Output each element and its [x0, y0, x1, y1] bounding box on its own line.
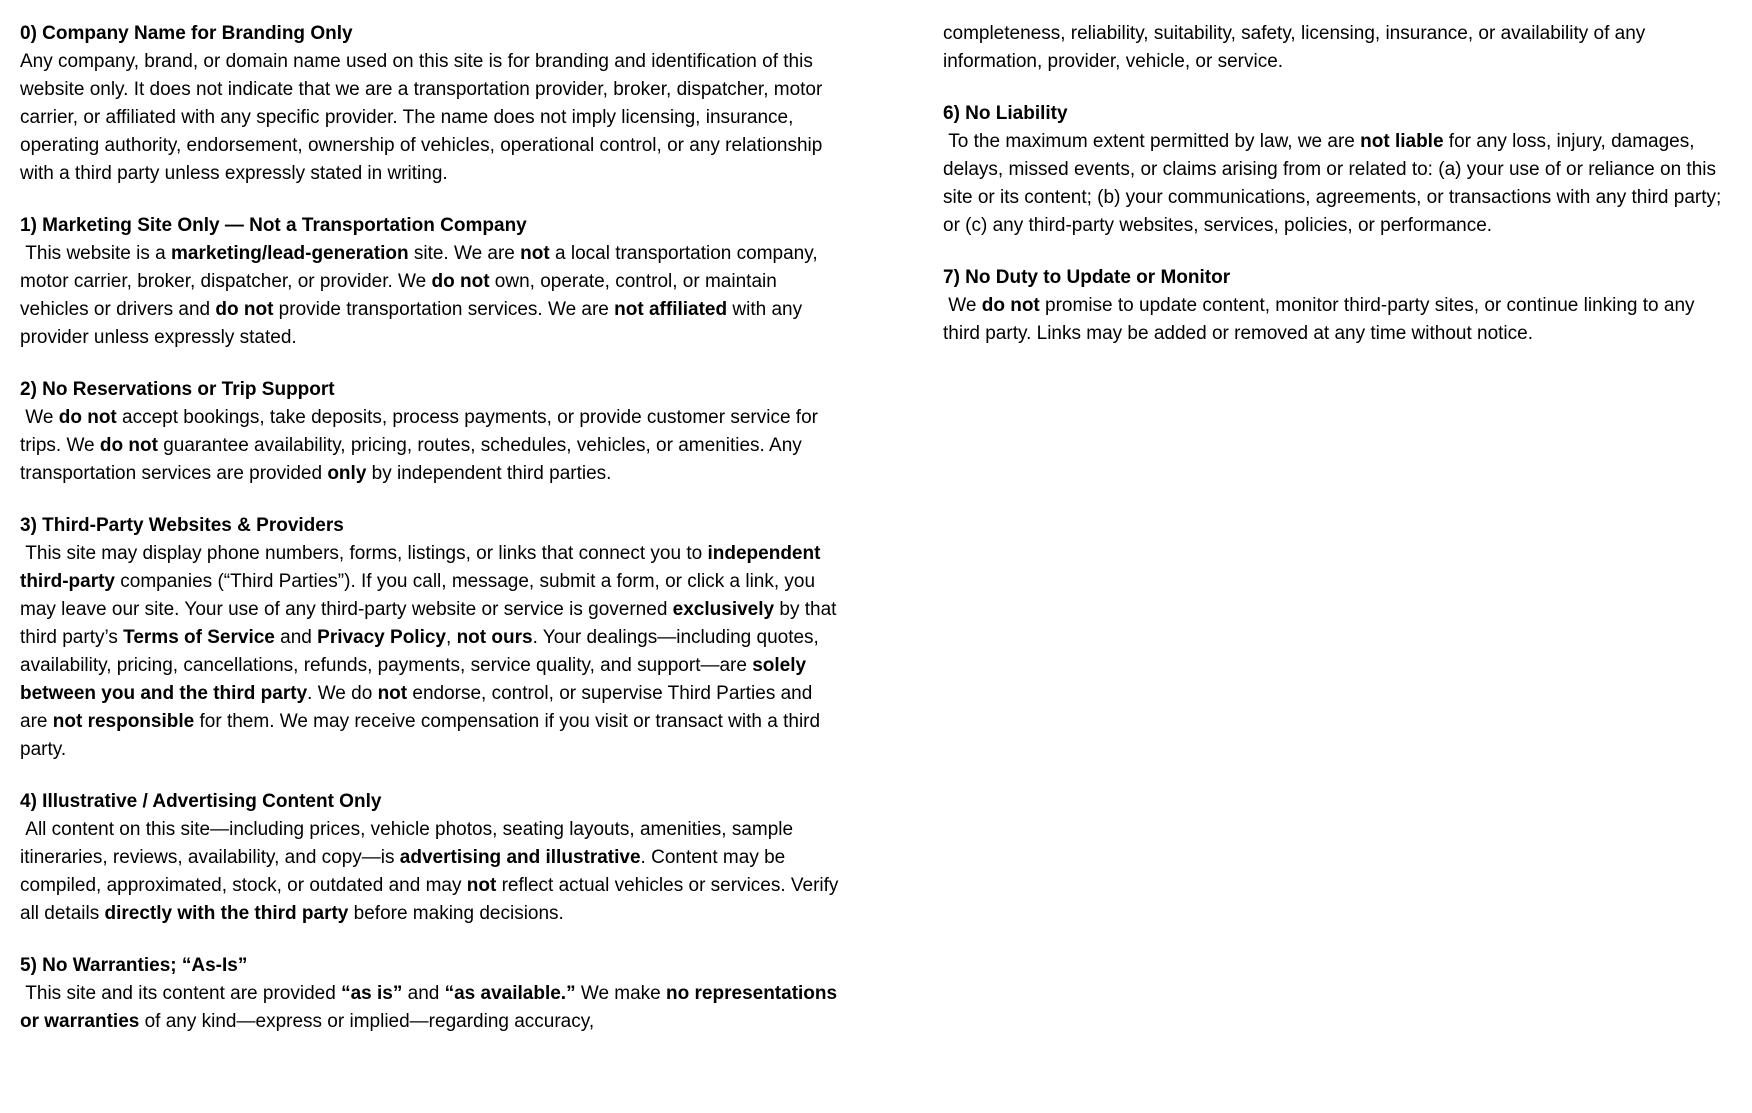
- bold-text-segment: do not: [58, 407, 117, 428]
- section-block: [943, 264, 1727, 348]
- text-segment: own, operate, control, or maintain vehicles or drivers and: [20, 271, 783, 320]
- text-segment: This site may display phone numbers, forms, listings, or links that connect you to: [20, 543, 708, 564]
- bold-text-segment: only: [327, 463, 367, 484]
- text-segment: . Your dealings—including quotes, availability, pricing, cancellations, refunds, payments, service quality, and support—are: [20, 627, 825, 676]
- section-block: [20, 212, 840, 352]
- text-segment: reflect actual vehicles or services. Verify all details: [20, 875, 844, 924]
- bold-text-segment: Terms of Service: [123, 627, 275, 648]
- bold-text-segment: independent third-party: [20, 543, 826, 592]
- section-paragraph: [20, 240, 840, 352]
- text-segment: . Content may be compiled, approximated, stock, or outdated and may: [20, 847, 791, 896]
- bold-text-segment: not ours: [456, 627, 533, 648]
- text-segment: accept bookings, take deposits, process payments, or provide customer service for trips. We: [20, 407, 824, 456]
- section-heading: 2) No Reservations or Trip Support: [20, 379, 335, 400]
- text-segment: and: [274, 627, 318, 648]
- section-heading: 1) Marketing Site Only — Not a Transportation Company: [20, 215, 527, 236]
- bold-text-segment: Privacy Policy: [317, 627, 447, 648]
- text-segment: by that third party’s: [20, 599, 842, 648]
- text-segment: and: [402, 983, 445, 1004]
- text-segment: by independent third parties.: [366, 463, 612, 484]
- section-block: [943, 100, 1727, 240]
- section-paragraph: [20, 48, 840, 188]
- text-segment: before making decisions.: [348, 903, 564, 924]
- section-heading: 5) No Warranties; “As-Is”: [20, 955, 248, 976]
- section-paragraph: [20, 980, 843, 1036]
- text-segment: . We do: [307, 683, 378, 704]
- bold-text-segment: not: [520, 243, 550, 264]
- text-segment: site. We are: [408, 243, 521, 264]
- text-segment: ,: [446, 627, 457, 648]
- text-segment: To the maximum extent permitted by law, we are: [943, 131, 1361, 152]
- text-segment: completeness, reliability, suitability, safety, licensing, insurance, or availability of any information, provider, vehicle, or service.: [943, 23, 1651, 72]
- bold-text-segment: not: [466, 875, 497, 896]
- bold-text-segment: exclusively: [672, 599, 775, 620]
- bold-text-segment: do not: [431, 271, 490, 292]
- bold-text-segment: not liable: [1360, 131, 1444, 152]
- text-segment: a local transportation company, motor carrier, broker, dispatcher, or provider. We: [20, 243, 823, 292]
- text-segment: endorse, control, or supervise Third Parties and are: [20, 683, 818, 732]
- bold-text-segment: no representations or warranties: [20, 983, 843, 1032]
- bold-text-segment: “as is”: [341, 983, 403, 1004]
- bold-text-segment: advertising and illustrative: [399, 847, 641, 868]
- section-paragraph: [943, 292, 1727, 348]
- bold-text-segment: directly with the third party: [104, 903, 349, 924]
- text-segment: for any loss, injury, damages, delays, missed events, or claims arising from or related to: (a) your use of or reliance on this site or its content; (b) your communications, agreements, or transactions with any third party; or (c) any third-party websites, services, policies, or performance.: [943, 131, 1727, 236]
- section-paragraph: [20, 540, 840, 764]
- text-segment: promise to update content, monitor third-party sites, or continue linking to any third party. Links may be added or removed at any time without notice.: [943, 295, 1700, 344]
- text-segment: This site and its content are provided: [20, 983, 342, 1004]
- section-heading: 6) No Liability: [943, 103, 1068, 124]
- section-heading: 4) Illustrative / Advertising Content Only: [20, 791, 382, 812]
- text-segment: with any provider unless expressly stated.: [20, 299, 808, 348]
- text-segment: companies (“Third Parties”). If you call, message, submit a form, or click a link, you may leave our site. Your use of any third-party website or service is governed: [20, 571, 821, 620]
- bold-text-segment: do not: [981, 295, 1040, 316]
- bold-text-segment: solely between you and the third party: [20, 655, 812, 704]
- text-segment: All content on this site—including prices, vehicle photos, seating layouts, amenities, sample itineraries, reviews, availability, and copy—is: [20, 819, 799, 868]
- section-block: [20, 952, 843, 1036]
- text-segment: We: [20, 407, 59, 428]
- bold-text-segment: not affiliated: [614, 299, 728, 320]
- section-heading: 7) No Duty to Update or Monitor: [943, 267, 1231, 288]
- bold-text-segment: not responsible: [52, 711, 195, 732]
- section-block: [20, 20, 840, 188]
- bold-text-segment: do not: [99, 435, 158, 456]
- section-paragraph: [943, 20, 1727, 76]
- section-paragraph: [20, 404, 840, 488]
- section-block: [943, 20, 1727, 76]
- section-heading: 3) Third-Party Websites & Providers: [20, 515, 344, 536]
- text-segment: for them. We may receive compensation if you visit or transact with a third party.: [20, 711, 826, 760]
- section-block: [20, 376, 840, 488]
- bold-text-segment: not: [377, 683, 408, 704]
- right-column: [943, 20, 1727, 1093]
- text-segment: We: [943, 295, 982, 316]
- text-segment: We make: [575, 983, 667, 1004]
- text-segment: provide transportation services. We are: [273, 299, 615, 320]
- bold-text-segment: marketing/lead-generation: [171, 243, 409, 264]
- section-paragraph: [20, 816, 844, 928]
- bold-text-segment: “as available.”: [444, 983, 576, 1004]
- section-paragraph: [943, 128, 1727, 240]
- text-segment: This website is a: [20, 243, 172, 264]
- text-segment: Any company, brand, or domain name used on this site is for branding and identification of this website only. It does not indicate that we are a transportation provider, broker, dispatcher, motor carrier, or affiliated with any specific provider. The name does not imply licensing, insurance, operating authority, endorsement, ownership of vehicles, operational control, or any relationship with a third party unless expressly stated in writing.: [20, 51, 828, 184]
- bold-text-segment: do not: [215, 299, 274, 320]
- section-block: [20, 788, 844, 928]
- left-column: [20, 20, 844, 1093]
- section-heading: 0) Company Name for Branding Only: [20, 23, 353, 44]
- text-segment: of any kind—express or implied—regarding accuracy,: [139, 1011, 595, 1032]
- section-block: [20, 512, 840, 764]
- text-segment: guarantee availability, pricing, routes, schedules, vehicles, or amenities. Any transportation services are provided: [20, 435, 808, 484]
